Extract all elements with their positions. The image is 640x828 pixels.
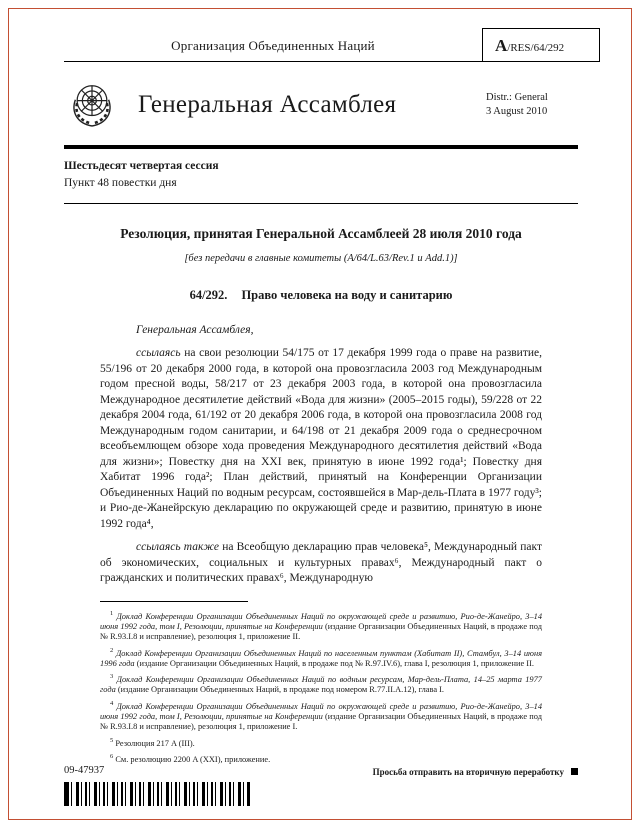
org-name: Организация Объединенных Наций (171, 38, 375, 53)
footnote (100, 752, 542, 765)
footnote (100, 736, 542, 749)
session-title: Шестьдесят четвертая сессия (64, 160, 219, 172)
document-number: 09-47937 (64, 765, 105, 776)
paragraph-lead: ссылаясь также (136, 541, 219, 553)
footnote (100, 609, 542, 643)
preambular-paragraph (100, 540, 542, 587)
paragraph-lead: ссылаясь (136, 347, 181, 359)
committee-note: [без передачи в главные комитеты (A/64/L.63/Rev.1 и Add.1)] (184, 252, 458, 264)
footnote-source: Доклад Конференции Организации Объединенных Наций по водным ресурсам, Мар-дель-Плата, 14–25 марта 1977 года (100, 674, 542, 695)
symbol-rest: /RES/64/292 (507, 42, 565, 54)
footnote-marker: 3 (110, 673, 114, 681)
resolution-body (100, 323, 542, 587)
footnote (100, 699, 542, 733)
session-block (64, 149, 578, 204)
un-emblem-icon (64, 77, 120, 133)
footnote-source: Доклад Конференции Организации Объединенных Наций по окружающей среде и развитию, Рио-де-Жанейро, 3–14 июня 1992 года, том I, Резолюции, принятые на Конференции (100, 701, 543, 721)
footnote-text: (издание Организации Объединенных Наций, в продаже под № R.93.I.8 и исправление), резолюция 1, приложение I. (100, 711, 542, 732)
document-content (64, 28, 578, 768)
footnote-marker: 5 (110, 736, 114, 744)
document-symbol-box (482, 28, 600, 62)
text-column (100, 323, 542, 766)
footnote (100, 672, 542, 696)
distr-date: 3 August 2010 (486, 106, 548, 117)
footnote-source: Доклад Конференции Организации Объединенных Наций по окружающей среде и развитию, Рио-де-Жанейро, 3–14 июня 1992 года, том I, Резолюции, принятые на Конференции (100, 611, 543, 631)
resolution-heading: Резолюция, принятая Генеральной Ассамблеей 28 июля 2010 года (120, 225, 522, 241)
recycle-note (373, 765, 578, 777)
resolution-title (64, 288, 578, 303)
symbol-prefix: A (495, 36, 508, 55)
footnote-text: (издание Организации Объединенных Наций, в продаже под № R.93.I.8 и исправление), резолюция 1, приложение II. (100, 621, 542, 642)
footnote-marker: 1 (110, 609, 114, 617)
resolution-title-text: Право человека на воду и санитарию (241, 287, 453, 302)
footnote-text: См. резолюцию 2200 A (XXI), приложение. (115, 754, 271, 764)
footnote-marker: 6 (110, 752, 114, 760)
page-footer (64, 765, 578, 806)
footnote-marker: 4 (110, 699, 114, 707)
resolution-number: 64/292. (189, 287, 228, 302)
masthead (64, 62, 578, 145)
opening-phrase: Генеральная Ассамблея, (136, 323, 254, 336)
footer-left (64, 765, 250, 806)
recycle-icon (571, 768, 578, 775)
footnote-text: Резолюция 217 A (III). (115, 738, 195, 748)
agenda-item: Пункт 48 повестки дня (64, 177, 177, 190)
recycle-text: Просьба отправить на вторичную переработку (372, 767, 564, 777)
footnote-text: (издание Организации Объединенных Наций, в продаже под номером R.77.II.A.12), глава I. (115, 685, 445, 695)
assembly-title: Генеральная Ассамблея (138, 91, 397, 118)
footnote-separator (100, 601, 248, 602)
footnotes (100, 609, 542, 766)
barcode (64, 782, 250, 806)
footnote-marker: 2 (110, 646, 114, 654)
footnote-text: (издание Организации Объединенных Наций, в продаже под № R.97.IV.6), глава I, резолюция 1, приложение II. (134, 658, 534, 668)
paragraph-text: на свои резолюции 54/175 от 17 декабря 1999 года о праве на развитие, 55/196 от 20 декабря 2000 года, в которой она провозгласила 2003 год Международным годом пресной воды, 58/217 от 23 декабря 2003 года, в которой она провозгласила Международное десятилетие действий «Вода для жизни» (2005–2015 годы), 59/228 от 22 декабря 2004 года, 61/192 от 20 декабря 2006 года, в которой она провозгласила 2008 год Международным годом санитарии, и 64/198 от 21 декабря 2009 года о среднесрочном всеобъемлющем обзоре хода проведения Международного десятилетия действий «Вода для жизни»; Повестку дня на XXI век, принятую в июне 1992 года¹; Повестку дня Хабитат 1996 года²; План действий, принятый на Конференции Организации Объединенных Наций по водным ресурсам, состоявшейся в Мар-дель-Плата в 1977 году³; и Рио-де-Жанейрскую декларацию по окружающей среде и развитию, принятую в июне 1992 года⁴, (100, 347, 542, 530)
preambular-paragraph (100, 346, 542, 532)
distr-line: Distr.: General (486, 91, 548, 103)
document-header (64, 28, 578, 62)
footnote-source: Доклад Конференции Организации Объединенных Наций по населенным пунктам (Хабитат II), Стамбул, 3–14 июня 1996 года (100, 648, 543, 668)
distribution-block (486, 91, 578, 119)
paragraph-text: на Всеобщую декларацию прав человека⁵, Международный пакт об экономических, социальных и культурных правах⁶, Международный пакт о гражданских и политических правах⁶, Международную (100, 541, 542, 584)
footnote (100, 646, 542, 670)
